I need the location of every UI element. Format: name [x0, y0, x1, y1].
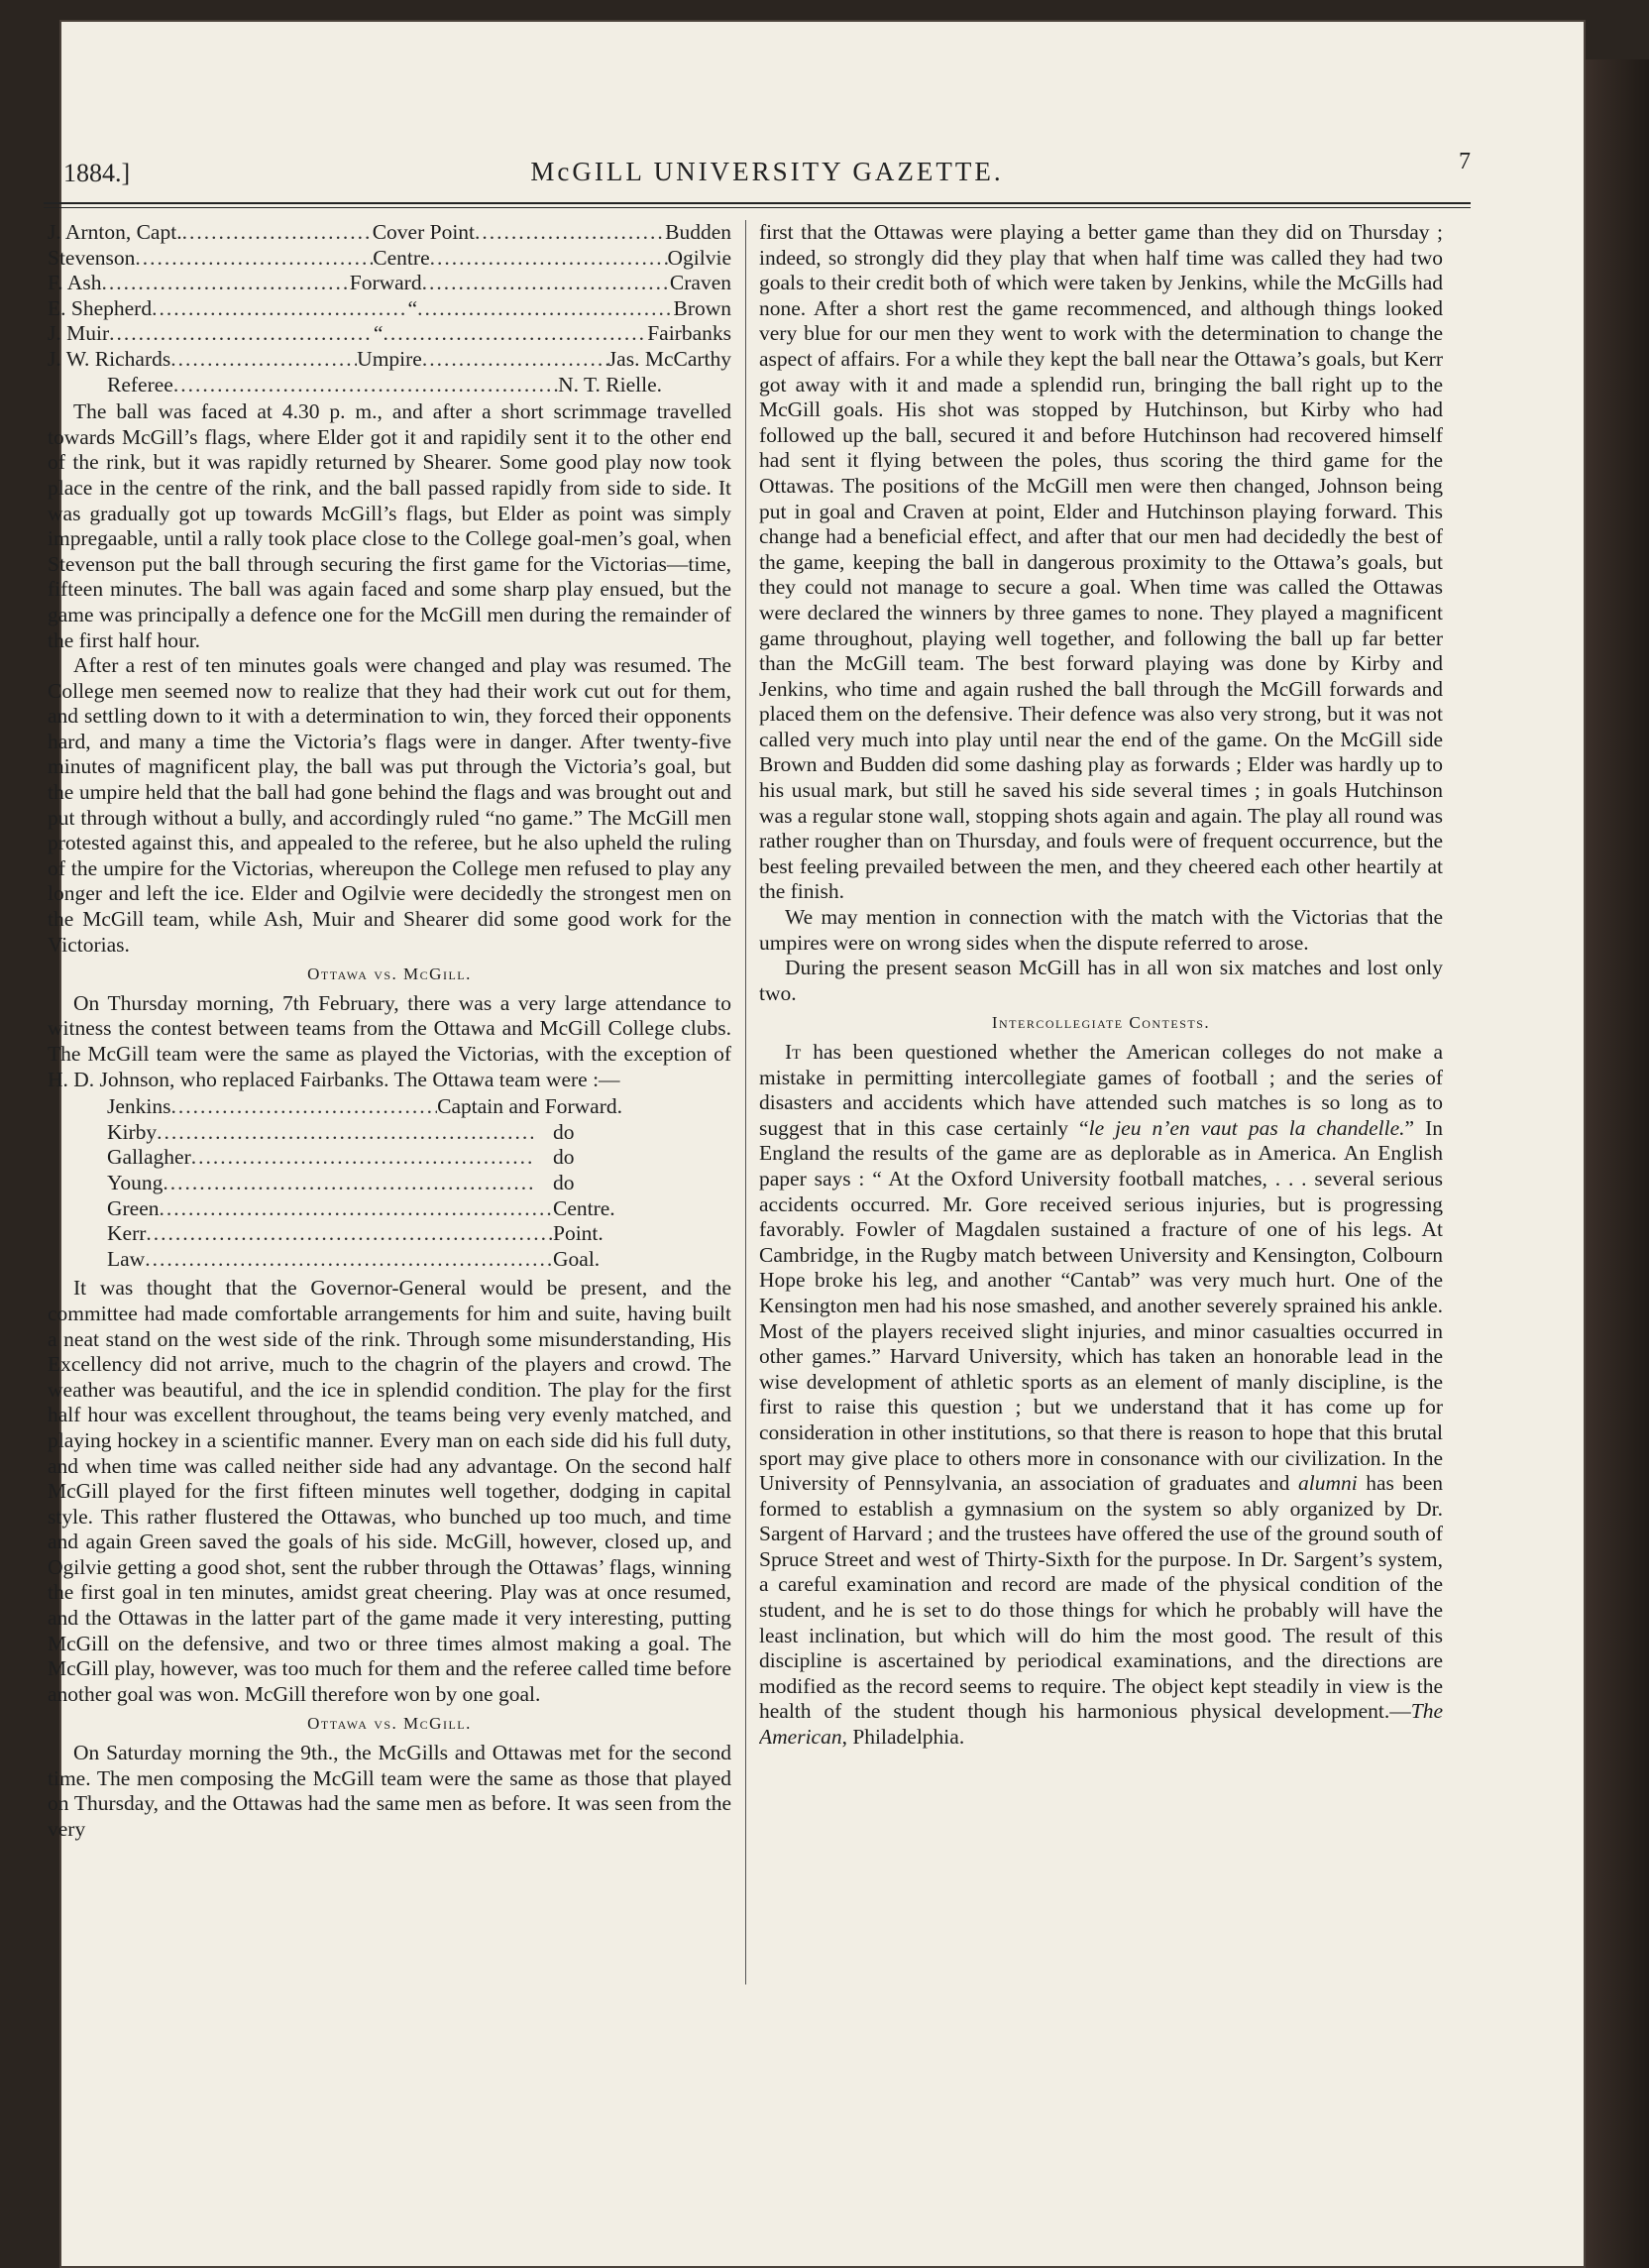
match-report-paragraph: first that the Ottawas were playing a better game than they did on Thursday ; indeed, so strongly did they play that when half time was called they had two goals to their credit both of which were taken by Jenkins, while the McGills had none. After a short rest the game recommenced, and although things looked very blue for our men they went to work with the determination to change the aspect of affairs. For a while they kept the ball near the Ottawa’s goals, but Kerr got away with it and made a splendid run, bringing the ball right up to the McGill goals. His shot was stopped by Hutchinson, but Kirby who had followed up the ball, secured it and before Hutchinson had recovered himself had sent it flying between the poles, thus scoring the third game for the Ottawas. The positions of the McGill men were then changed, Johnson being put in goal and Craven at point, Elder and Hutchinson playing forward. This change had a beneficial effect, and after that our men had decidedly the best of the game, keeping the ball in dangerous proximity to the Ottawa’s goals, but they could not manage to secure a goal. When time was called the Ottawas were declared the winners by three games to none. They played a magnificent game throughout, playing well together, and following the ball up far better than the McGill team. The best forward playing was done by Kirby and Jenkins, who time and again rushed the ball through the McGill forwards and placed them on the defensive. Their defence was also very strong, but it was not called very much into play until near the end of the game. On the McGill side Brown and Budden did some dashing play as forwards ; Elder was hardly up to his usual mark, but still he saved his side several times ; in goals Hutchinson was a regular stone wall, stopping shots again and again. The play all round was rather rougher than on Thursday, and fouls were of frequent occurrence, but the best feeling prevailed between the men, and they cheered each other heartily at the finish.	[759, 220, 1443, 904]
player-position: Captain and Forward.	[437, 1094, 622, 1119]
match-report-paragraph: The ball was faced at 4.30 p. m., and after a short scrimmage travelled towards McGill’s flags, where Elder got it and rapidily sent it to the other end of the rink, but it was rapidly returned by Shearer. Some good play now took place in the centre of the rink, and the ball passed rapidly from side to side. It was gradually got up towards McGill’s flags, but Elder as point was simply impregaable, until a rally took place close to the College goal-men’s goal, when Stevenson put the ball through securing the first game for the Victorias—time, fifteen minutes. The ball was again faced and some sharp play ensued, but the game was principally a defence one for the McGill men during the remainder of the first half hour.	[48, 399, 731, 652]
section-heading: Intercollegiate Contests.	[991, 1013, 1211, 1033]
player-position: Centre.	[553, 1195, 615, 1220]
match-report-paragraph: After a rest of ten minutes goals were changed and play was resumed. The College men seemed now to realize that they had their work cut out for them, and settling down to it with a determination to win, they forced their opponents hard, and many a time the Victoria’s flags were in danger. After twenty-five minutes of magnificent play, the ball was put through the Victoria’s goal, but the umpire held that the ball had gone behind the flags and was brought out and put through without a bully, and accordingly ruled “no game.” The McGill men protested against this, and appealed to the referee, but he also upheld the ruling of the umpire for the Victorias, whereupon the College men refused to play any longer and left the ice. Elder and Ogilvie were decidedly the strongest men on the McGill team, while Ash, Muir and Shearer did some good work for the Victorias.	[48, 653, 731, 957]
lineup-left-name: F. Ash	[48, 271, 102, 295]
lineup-position: “	[407, 295, 418, 320]
player-name: Jenkins	[107, 1094, 171, 1119]
lineup-position: Centre	[373, 245, 430, 270]
lineup-left-name: J. Arnton, Capt.	[48, 220, 182, 244]
team-row	[107, 1094, 622, 1120]
lineup-left-name: E. Shepherd	[48, 295, 153, 320]
lineup-right-name: Brown	[673, 295, 731, 320]
referee-label: Referee	[107, 372, 173, 397]
lineup-row	[48, 271, 731, 296]
player-name: Law	[107, 1246, 146, 1271]
player-name: Green	[107, 1195, 160, 1220]
column-divider	[745, 220, 746, 1984]
lineup-left-name: Stevenson	[48, 245, 136, 270]
player-position: do	[553, 1119, 575, 1144]
player-position: do	[553, 1145, 575, 1170]
team-row	[107, 1196, 622, 1222]
referee-row	[48, 373, 662, 398]
section-heading: Ottawa vs. McGill.	[307, 1714, 472, 1734]
lineup-right-name: Budden	[665, 220, 731, 244]
book-spine	[1586, 59, 1649, 2268]
left-column	[48, 220, 731, 2203]
lineup-row	[48, 296, 731, 322]
right-column	[759, 220, 1443, 2203]
lineup-row	[48, 347, 731, 373]
section-heading: Ottawa vs. McGill.	[307, 964, 472, 984]
section-intro: On Saturday morning the 9th., the McGills and Ottawas met for the second time. The men composing the McGill team were the same as those that played on Thursday, and the Ottawas had the same men as before. It was seen from the very	[48, 1741, 731, 1841]
section-intro: On Thursday morning, 7th February, there was a very large attendance to witness the contest between teams from the Ottawa and McGill College clubs. The McGill team were the same as played the Victorias, with the exception of H. D. Johnson, who replaced Fairbanks. The Ottawa team were :—	[48, 990, 731, 1091]
lineup-row	[48, 246, 731, 272]
article-dropcap: It	[785, 1040, 802, 1064]
page-header	[63, 149, 1471, 208]
article-text: has been formed to establish a gymnasium on the system so ably organized by Dr. Sargent of Harvard ; and the trustees have offered the use of the ground south of Spruce Street and west of Thirty-Sixth for the purpose. In Dr. Sargent’s system, a careful examination and record are made of the physical condition of the student, and he is set to do those things for which he probably will have the least inclination, but which will do him the most good. The result of this discipline is ascertained by periodical examinations, and the directions are modified as the record seems to require. The object kept steadily in view is the health of the student though his harmonious physical development.—	[759, 1471, 1443, 1724]
player-name: Gallagher	[107, 1145, 191, 1170]
lineup-position: Umpire	[357, 346, 422, 371]
header-year: 1884.]	[63, 159, 131, 187]
alumni-word: alumni	[1297, 1471, 1358, 1496]
french-quote: le jeu n’en vaut pas la chandelle.	[1088, 1115, 1405, 1140]
header-rule	[44, 202, 1471, 208]
source-name: The American	[759, 1699, 1443, 1750]
player-name: Kerr	[107, 1221, 147, 1246]
lineup-left-name: J. Muir	[48, 321, 110, 346]
match-report-paragraph: During the present season McGill has in all won six matches and lost only two.	[759, 956, 1443, 1005]
victoria-lineup	[48, 220, 731, 397]
team-row	[107, 1247, 622, 1273]
lineup-row	[48, 220, 731, 246]
player-name: Young	[107, 1170, 164, 1194]
referee-name: N. T. Rielle.	[558, 372, 662, 397]
lineup-right-name: Craven	[669, 271, 731, 295]
lineup-right-name: Jas. McCarthy	[607, 346, 731, 371]
team-row	[107, 1221, 622, 1247]
page-number: 7	[1459, 149, 1471, 174]
team-row	[107, 1120, 622, 1146]
lineup-position: “	[373, 321, 384, 346]
lineup-position: Cover Point	[372, 220, 476, 244]
match-report-paragraph: It was thought that the Governor-General would be present, and the committee had made comfortable arrangements for him and suite, having built a neat stand on the west side of the rink. Through some misunderstanding, His Excellency did not arrive, much to the chagrin of the players and crowd. The weather was beautiful, and the ice in splendid condition. The play for the first half hour was excellent throughout, the teams being very evenly matched, and playing hockey in a scientific manner. Every man on each side did his full duty, and when time was called neither side had any advantage. On the second half McGill played for the first fifteen minutes well together, dodging in capital style. This rather flustered the Ottawas, who bunched up too much, and time and again Green saved the goals of his side. McGill, however, closed up, and Ogilvie getting a good shot, sent the rubber through the Ottawas’ flags, winning the first goal in ten minutes, amidst great cheering. Play was at once resumed, and the Ottawas in the latter part of the game made it very interesting, putting McGill on the defensive, and two or three times almost making a goal. The McGill play, however, was too much for them and the referee called time before another goal was won. McGill therefore won by one goal.	[48, 1276, 731, 1706]
player-position: do	[553, 1170, 575, 1194]
ottawa-team-list	[107, 1094, 622, 1272]
team-row	[107, 1145, 622, 1171]
team-row	[107, 1171, 622, 1196]
lineup-right-name: Ogilvie	[667, 245, 731, 270]
article-text: ” In England the results of the game are as deplorable as in America. An English paper says : “ At the Oxford University football matches, . . . several serious accidents occurred. Mr. Gore received serious injuries, but is progressing favorably. Fowler of Magdalen sustained a fracture of one of his legs. At Cambridge, in the Rugby match between University and Kensington, Colbourn Hope broke his leg, and another “Cantab” was very much hurt. One of the Kensington men had his nose smashed, and another severely sprained his ankle. Most of the players received slight injuries, and minor casualties occurred in other games.” Harvard University, which has taken an honorable lead in the wise development of athletic sports as an element of manly discipline, is the first to raise this question ; but we understand that it has come up for consideration in other institutions, so that there is reason to hope that this brutal sport may give place to others more in consonance with our civilization. In the University of Pennsylvania, an association of graduates and	[759, 1115, 1443, 1496]
player-position: Point.	[553, 1221, 604, 1246]
header-title: McGILL UNIVERSITY GAZETTE.	[530, 157, 1004, 186]
match-report-paragraph: We may mention in connection with the match with the Victorias that the umpires were on wrong sides when the dispute referred to arose.	[759, 905, 1443, 955]
source-place: , Philadelphia.	[841, 1725, 965, 1750]
lineup-right-name: Fairbanks	[647, 321, 731, 346]
lineup-position: Forward	[349, 271, 422, 295]
intercollegiate-article	[759, 1040, 1443, 1751]
article-text: has been questioned whether the American colleges do not make a mistake in permitting intercollegiate games of football ; and the series of disasters and accidents which have attended such matches is so long as to suggest that in this case certainly “	[759, 1040, 1443, 1140]
player-name: Kirby	[107, 1119, 158, 1144]
player-position: Goal.	[553, 1246, 601, 1271]
lineup-row	[48, 321, 731, 347]
lineup-left-name: J. W. Richards	[48, 346, 171, 371]
